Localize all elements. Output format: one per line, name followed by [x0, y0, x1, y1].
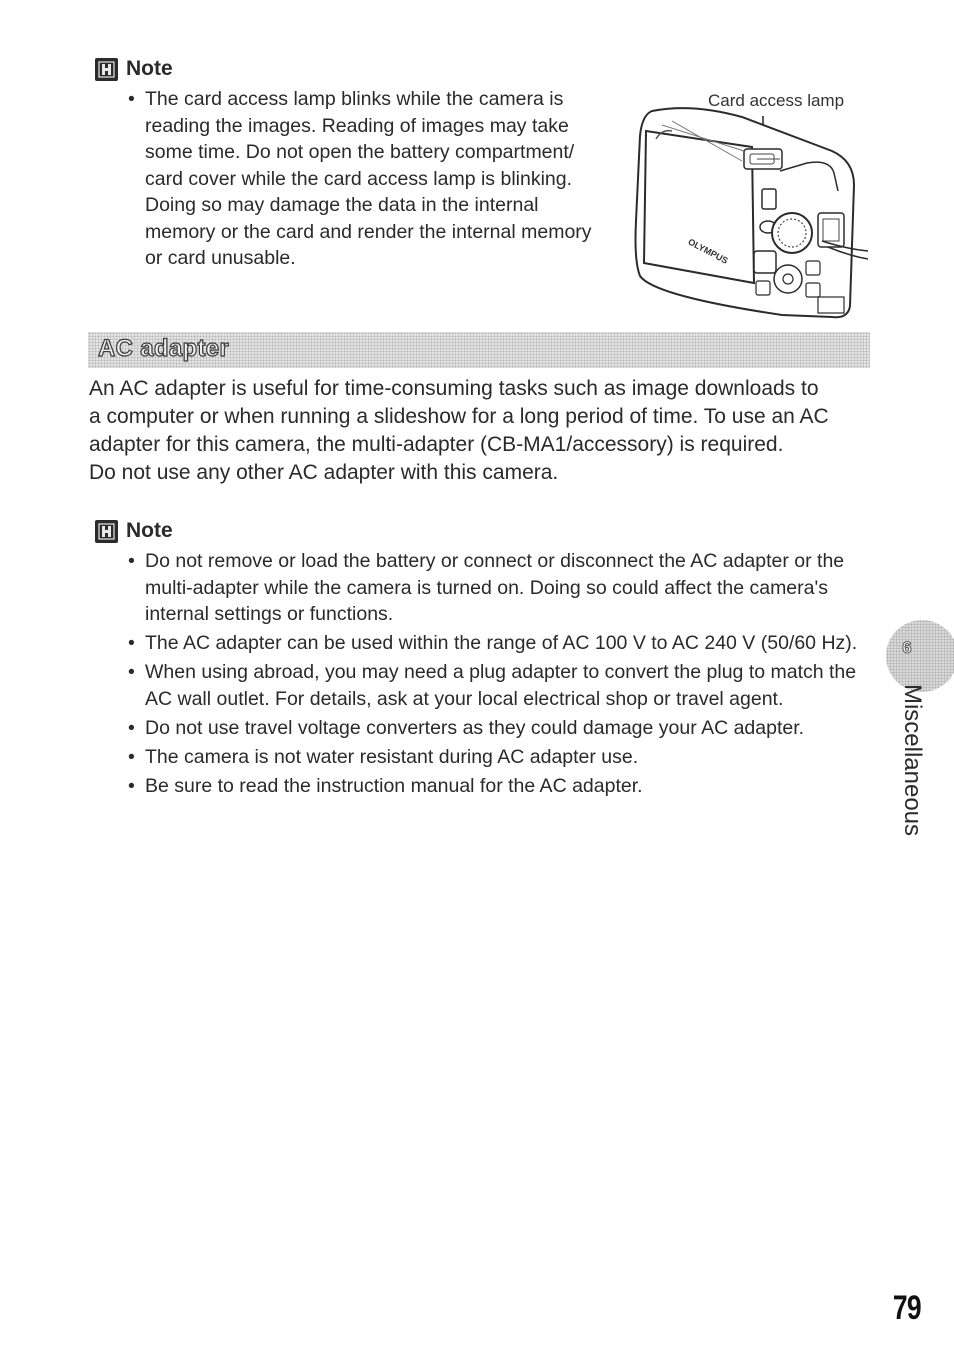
note-heading [95, 519, 173, 543]
note-heading [95, 57, 173, 81]
note-list [127, 86, 607, 274]
note-item: • Do not remove or load the battery or connect or disconnect the AC adapter or the multi-adapter while the camera is turned on. Doing so could affect the camera's internal settings or functions. [127, 548, 877, 628]
camera-illustration [632, 101, 872, 326]
note-item: • The camera is not water resistant during AC adapter use. [127, 744, 877, 771]
note-list [127, 548, 877, 802]
note-title: Note [126, 519, 173, 542]
intro-line: a computer or when running a slideshow for a long period of time. To use an AC [89, 405, 829, 428]
camera-caption: Card access lamp [708, 91, 845, 110]
section-header-bar [88, 332, 870, 368]
intro-line: An AC adapter is useful for time-consuming tasks such as image downloads to [89, 377, 819, 400]
note-title: Note [126, 57, 173, 80]
camera-brand-text: OLYMPUS [686, 236, 730, 266]
note-item: • The AC adapter can be used within the range of AC 100 V to AC 240 V (50/60 Hz). [127, 630, 877, 657]
note-item: • Be sure to read the instruction manual for the AC adapter. [127, 773, 877, 800]
section-intro [89, 375, 879, 487]
intro-line: adapter for this camera, the multi-adapter (CB-MA1/accessory) is required. [89, 433, 784, 456]
note-icon [95, 58, 118, 81]
note-item: • The card access lamp blinks while the camera is reading the images. Reading of images may take some time. Do not open the battery compartment/ card cover while the card access lamp is blinking. Doing so may damage the data in the internal memory or the card and render the internal memory or card unusable. [127, 86, 607, 272]
chapter-number: 6 [902, 638, 912, 657]
note-item: • Do not use travel voltage converters as they could damage your AC adapter. [127, 715, 877, 742]
chapter-label: Miscellaneous [899, 683, 926, 837]
page-number: 79 [893, 1289, 921, 1327]
intro-line: Do not use any other AC adapter with this camera. [89, 461, 559, 484]
section-title: AC adapter [98, 335, 230, 362]
note-item: • When using abroad, you may need a plug adapter to convert the plug to match the AC wall outlet. For details, ask at your local electrical shop or travel agent. [127, 659, 877, 712]
note-icon [95, 520, 118, 543]
